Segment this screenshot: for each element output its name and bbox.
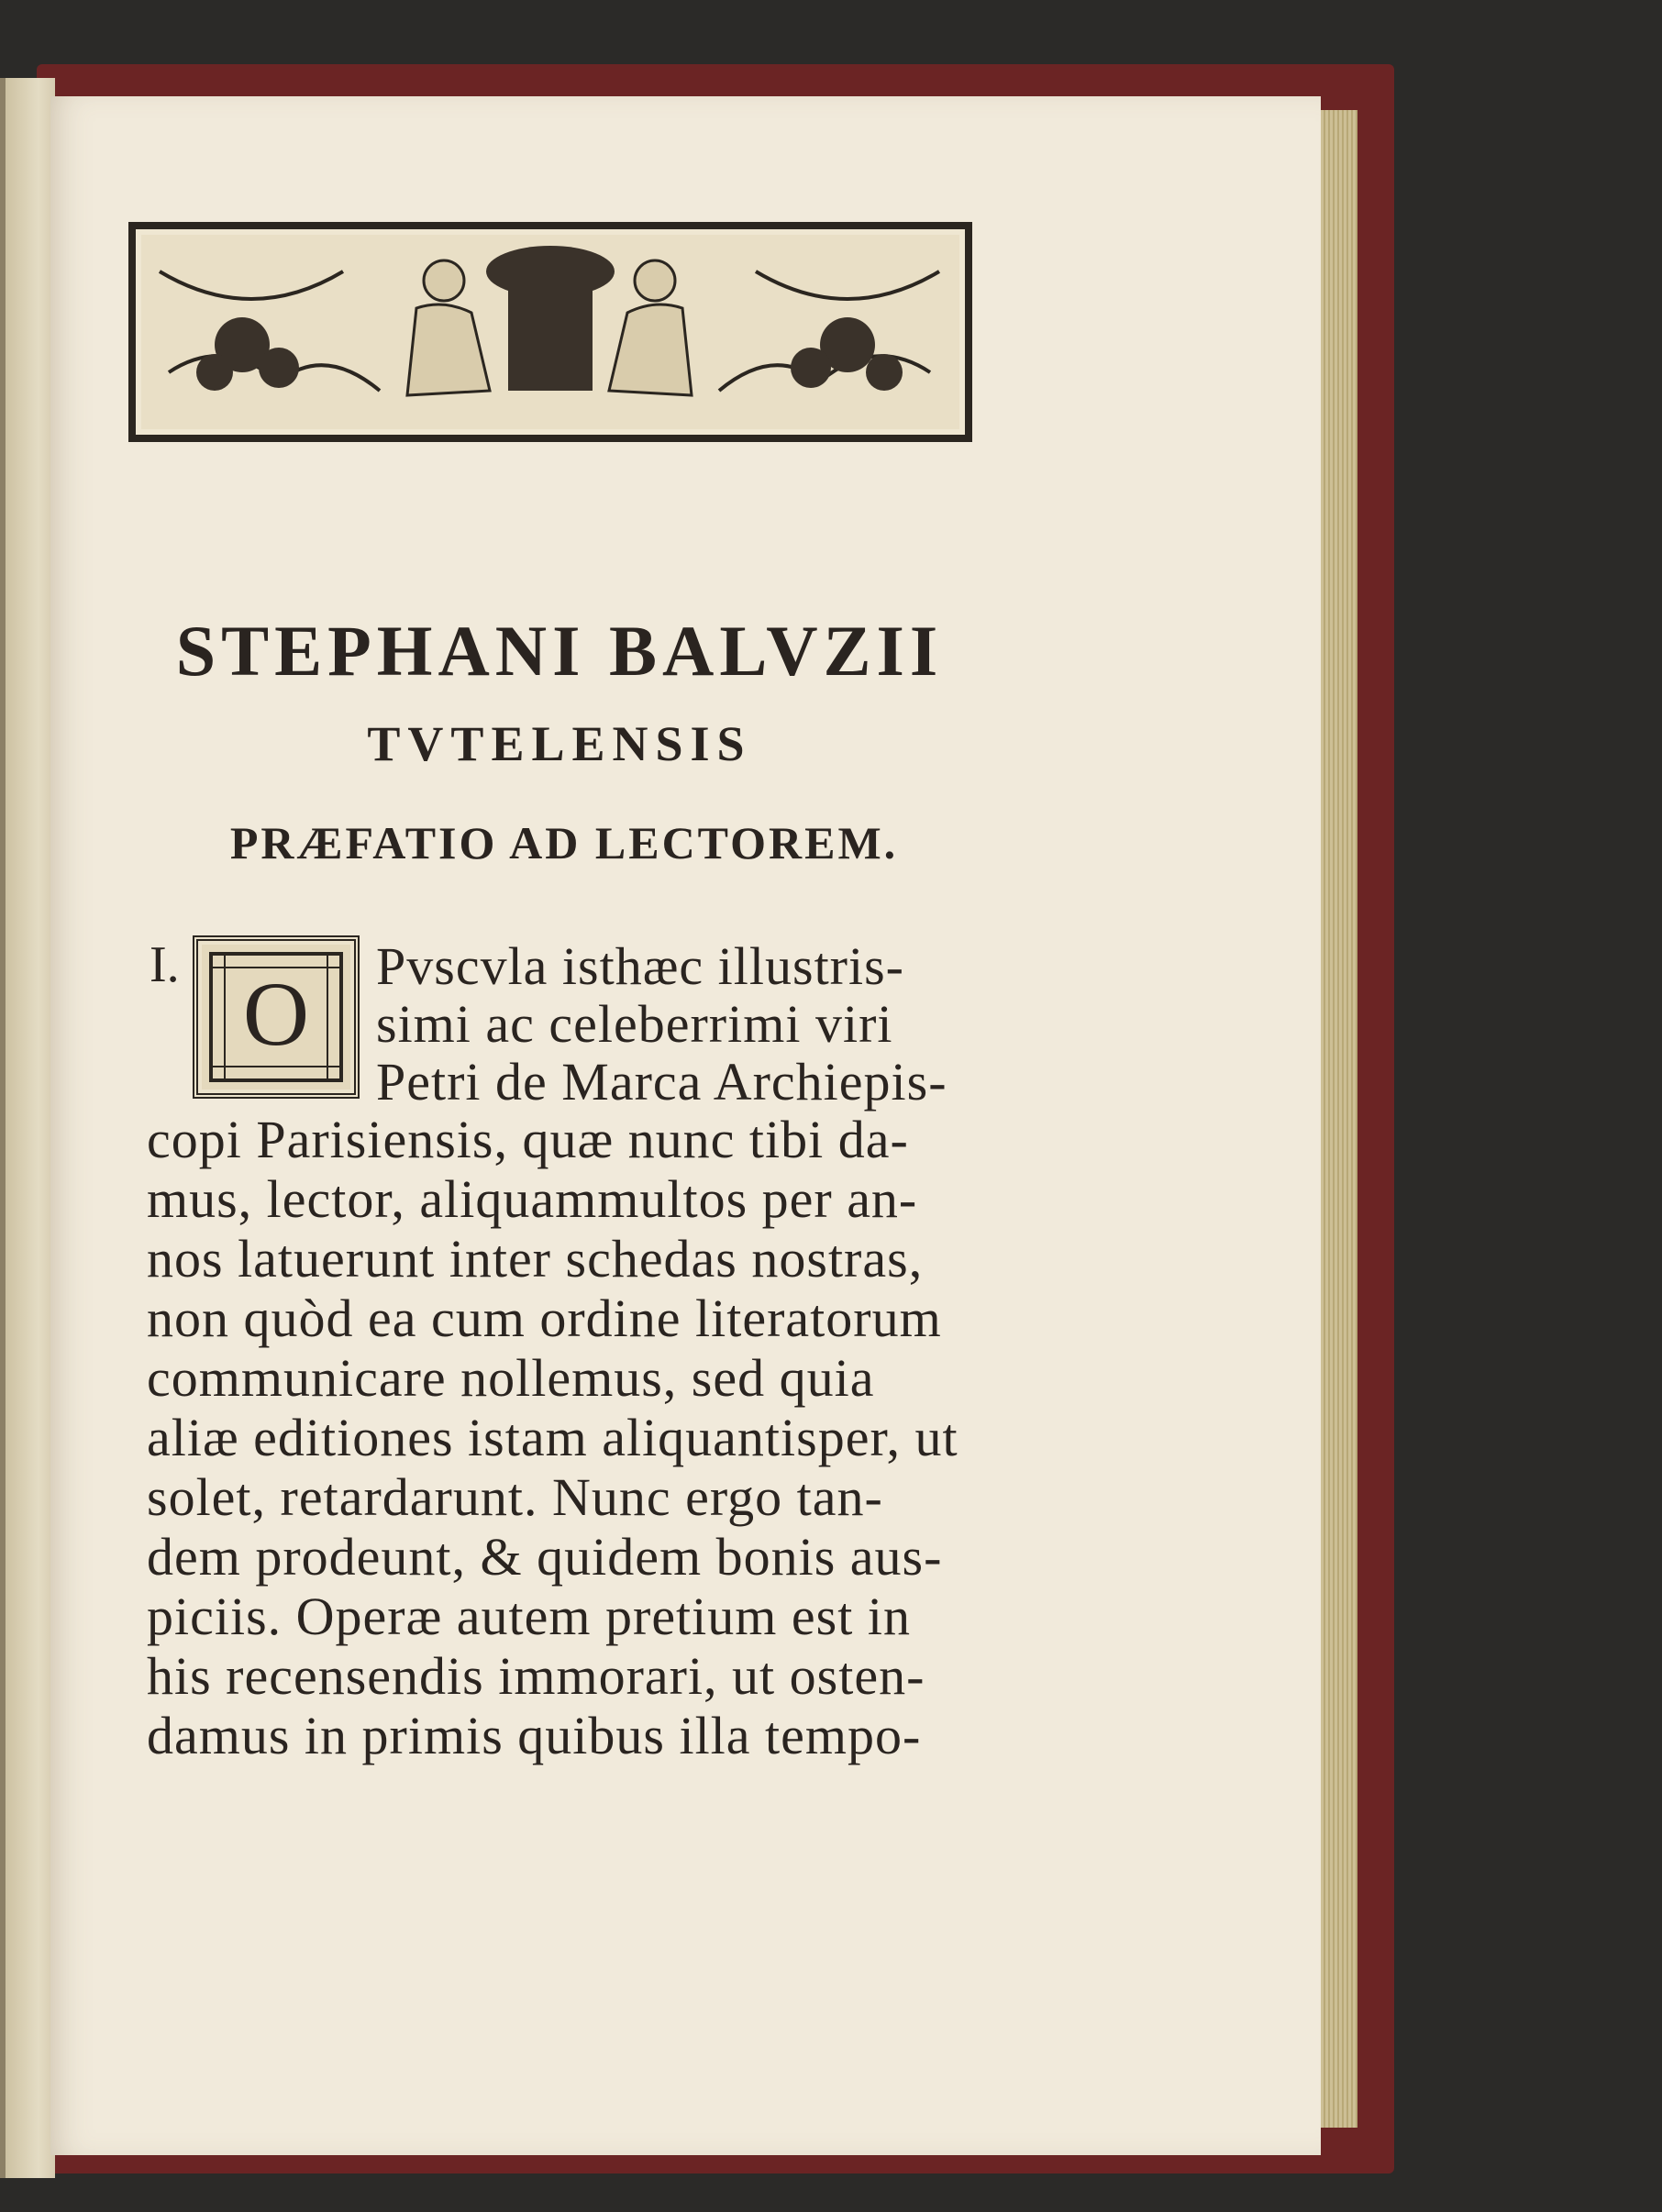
body-line: solet, retardarunt. Nunc ergo tan-	[147, 1467, 883, 1527]
body-line: nos latuerunt inter schedas nostras,	[147, 1229, 924, 1288]
body-line: aliæ editiones istam aliquantisper, ut	[147, 1408, 958, 1467]
body-line: his recensendis immorari, ut osten-	[147, 1646, 925, 1706]
body-line: dem prodeunt, & quidem bonis aus-	[147, 1527, 943, 1587]
body-line: communicare nollemus, sed quia	[147, 1348, 875, 1408]
preface-heading: PRÆFATIO AD LECTOREM.	[229, 817, 899, 868]
body-line: copi Parisiensis, quæ nunc tibi da-	[147, 1110, 909, 1169]
body-line: simi ac celeberrimi viri	[376, 994, 893, 1054]
body-line: mus, lector, aliquammultos per an-	[147, 1169, 918, 1229]
body-line: damus in primis quibus illa tempo-	[147, 1706, 922, 1765]
body-line: piciis. Operæ autem pretium est in	[147, 1587, 911, 1646]
section-number: I.	[150, 936, 180, 993]
body-line: Petri de Marca Archiepis-	[376, 1052, 947, 1112]
author-title: STEPHANI BALVZII	[175, 611, 944, 691]
body-line: Pvscvla isthæc illustris-	[376, 936, 904, 996]
decorated-initial-o-icon	[193, 935, 360, 1099]
headpiece-ornament-icon	[128, 222, 972, 442]
body-line: non quòd ea cum ordine literatorum	[147, 1288, 942, 1348]
origin-title: TVTELENSIS	[367, 716, 752, 771]
left-page-edge	[0, 78, 55, 2178]
initial-letter: O	[242, 963, 310, 1065]
